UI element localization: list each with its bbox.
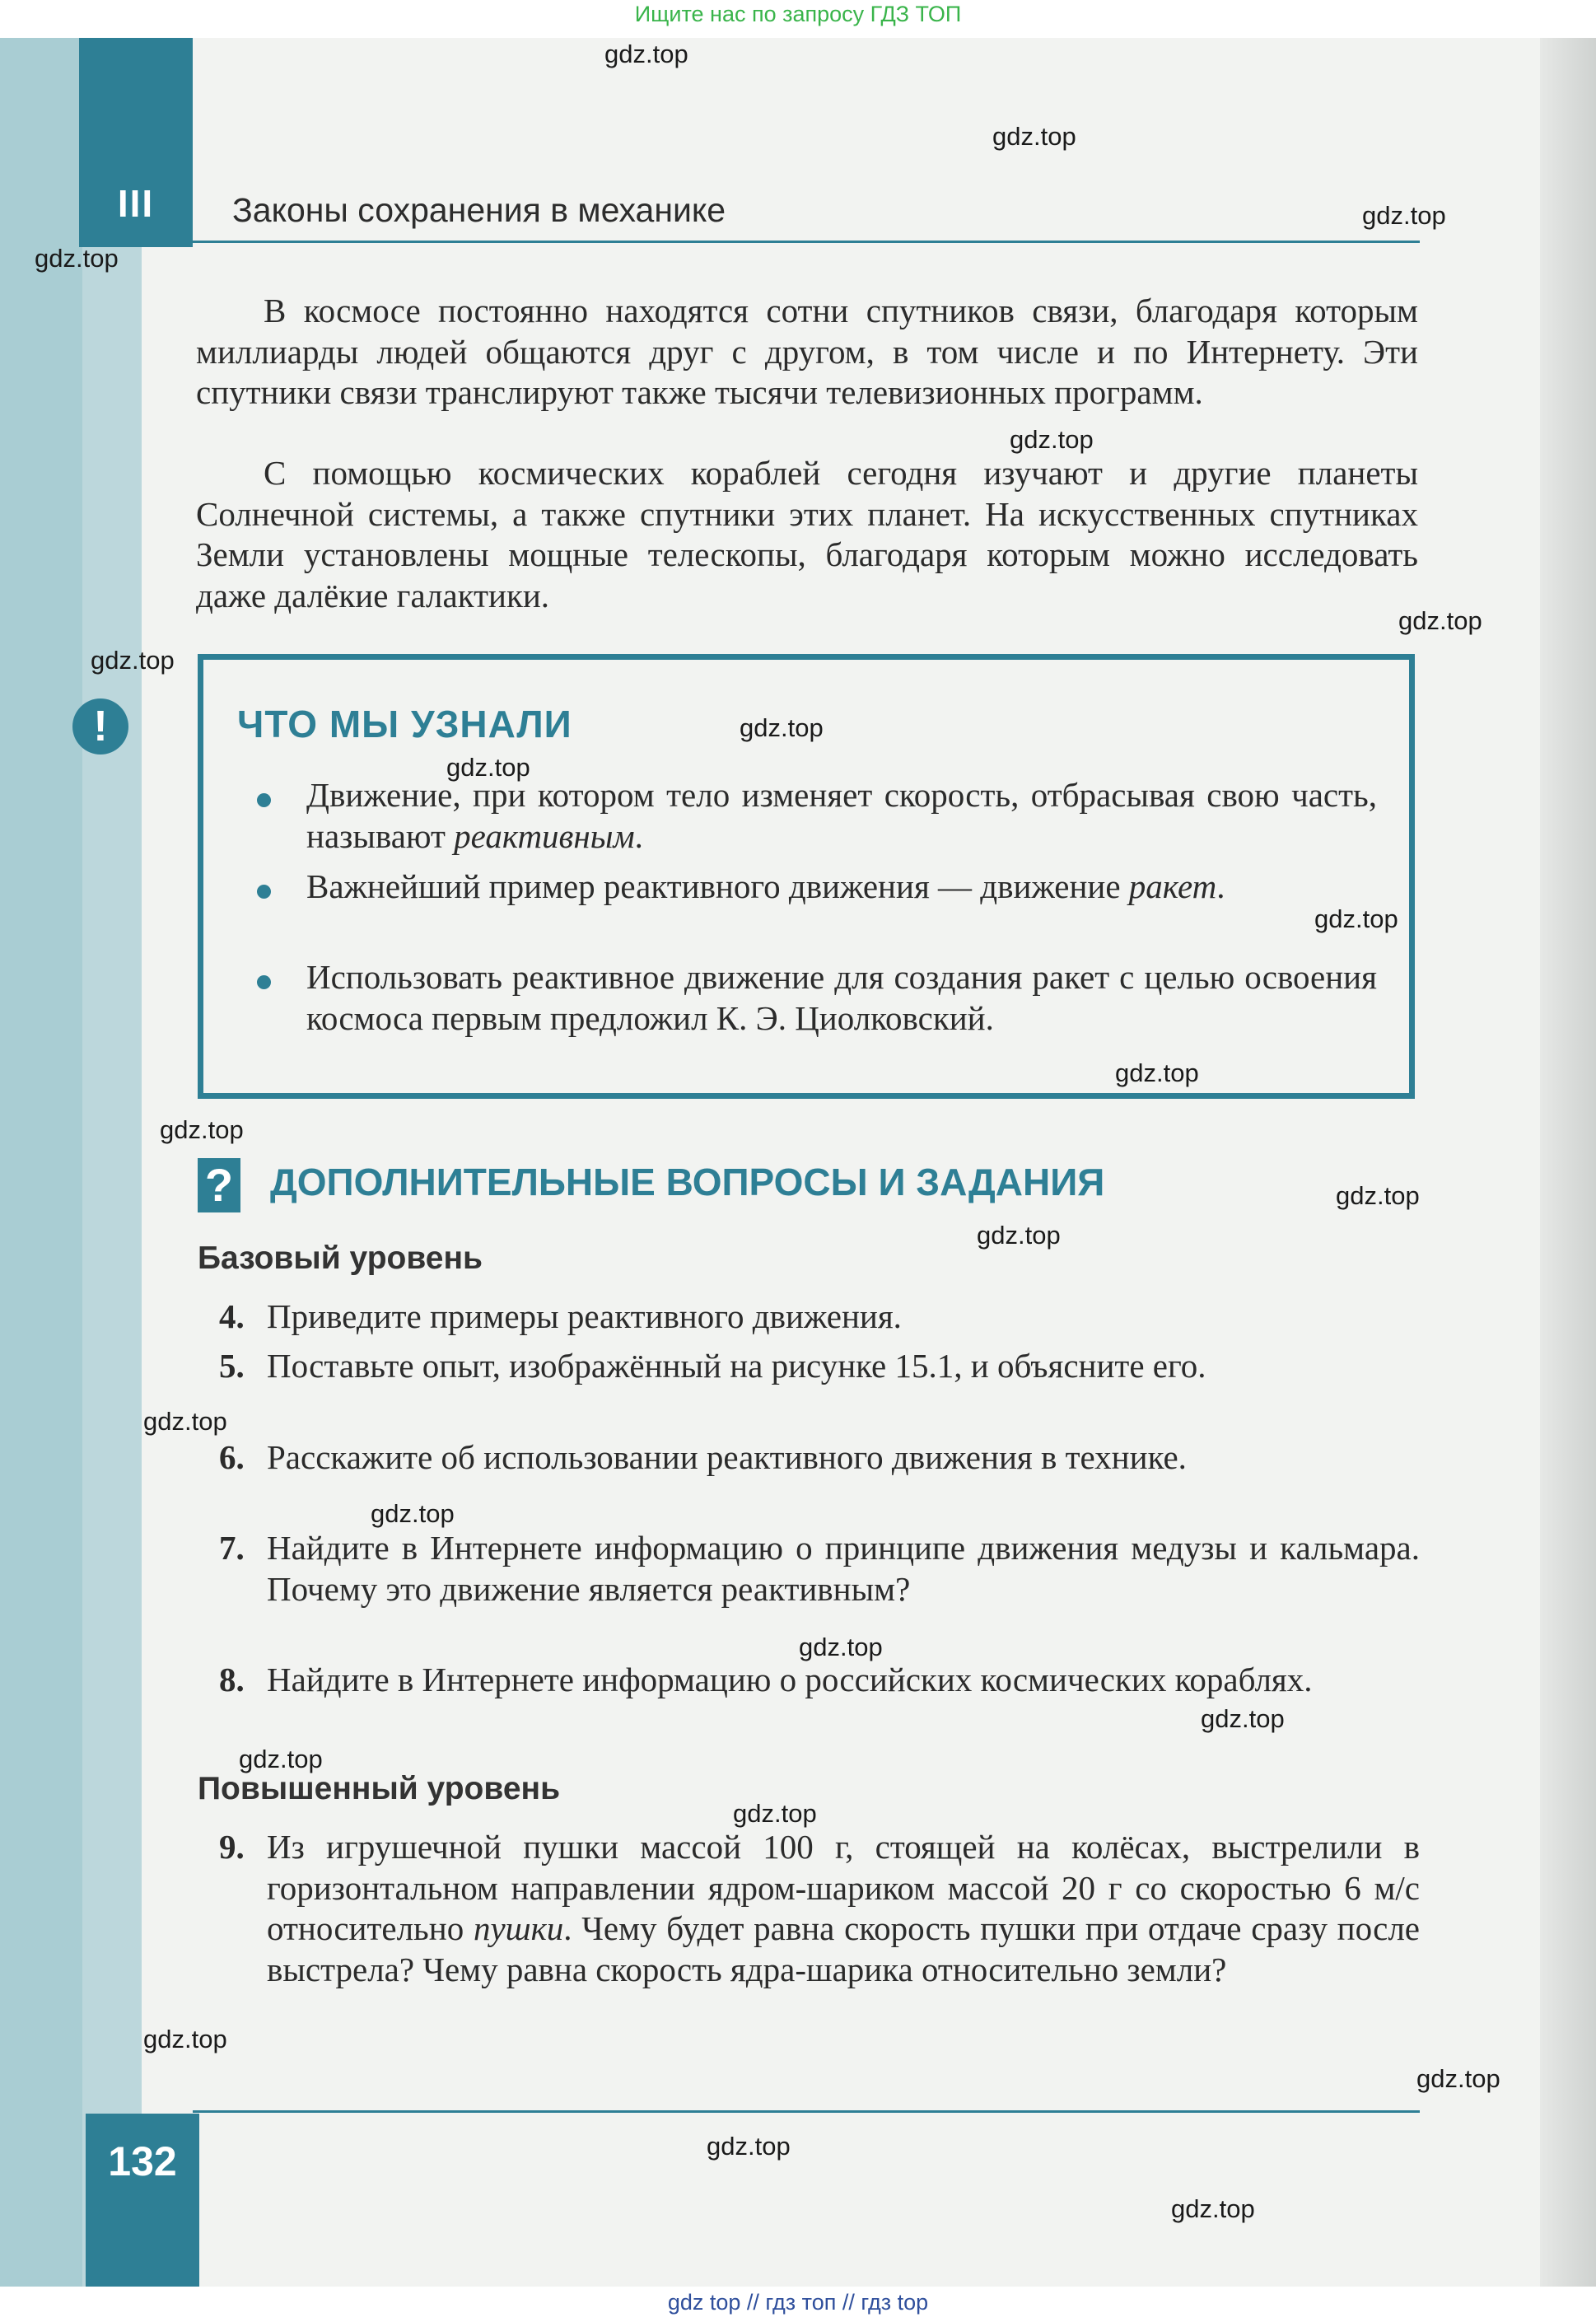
exclamation-icon: ! — [72, 698, 128, 755]
watermark: gdz.top — [1201, 1704, 1285, 1733]
watermark: gdz.top — [1010, 425, 1094, 454]
bullet-icon — [257, 793, 271, 807]
watermark: gdz.top — [239, 1745, 323, 1773]
task-item: 8. Найдите в Интернете информацию о российских космических кораблях. — [219, 1661, 1313, 1698]
watermark: gdz.top — [1398, 606, 1482, 635]
watermark: gdz.top — [1115, 1058, 1199, 1087]
summary-title: ЧТО МЫ УЗНАЛИ — [237, 703, 572, 745]
left-margin-edge — [0, 38, 82, 2287]
watermark: gdz.top — [992, 122, 1076, 151]
header-divider — [193, 241, 1420, 243]
bullet-icon — [257, 975, 271, 989]
bullet-icon — [257, 885, 271, 899]
summary-item: Использовать реактивное движение для создания ракет с целью освоения космоса первым предложил К. Э. Циолковский. — [306, 958, 1377, 1037]
top-banner[interactable]: Ищите нас по запросу ГДЗ ТОП — [634, 2, 962, 26]
task-item: 5. Поставьте опыт, изображённый на рисунке 15.1, и объясните его. — [219, 1347, 1206, 1385]
watermark: gdz.top — [1336, 1181, 1420, 1210]
watermark: gdz.top — [1171, 2194, 1255, 2223]
questions-title: ДОПОЛНИТЕЛЬНЫЕ ВОПРОСЫ И ЗАДАНИЯ — [270, 1161, 1105, 1203]
task-item: 7. Найдите в Интернете информацию о принципе движения медузы и кальмара. Почему это движение является реактивным? — [219, 1529, 1420, 1608]
chapter-title: Законы сохранения в механике — [232, 191, 726, 229]
footer-divider — [193, 2110, 1420, 2113]
page-number: 132 — [108, 2138, 177, 2184]
watermark: gdz.top — [446, 753, 530, 782]
watermark: gdz.top — [1362, 201, 1446, 230]
watermark: gdz.top — [35, 244, 119, 273]
watermark: gdz.top — [740, 713, 824, 742]
task-item: 6. Расскажите об использовании реактивного движения в технике. — [219, 1438, 1187, 1476]
summary-item: Важнейший пример реактивного движения — движение ракет. — [306, 867, 1225, 905]
bottom-banner[interactable]: gdz top // гдз топ // гдз top — [667, 2290, 929, 2315]
watermark: gdz.top — [143, 2025, 227, 2053]
watermark: gdz.top — [977, 1221, 1061, 1250]
watermark: gdz.top — [1314, 904, 1398, 933]
chapter-number: III — [117, 182, 155, 225]
watermark: gdz.top — [91, 646, 175, 675]
watermark: gdz.top — [733, 1799, 817, 1828]
summary-item: Движение, при котором тело изменяет скорость, отбрасывая свою часть, называют реактивным. — [306, 776, 1377, 855]
watermark: gdz.top — [707, 2132, 791, 2161]
question-mark-icon: ? — [198, 1158, 240, 1212]
watermark: gdz.top — [160, 1115, 244, 1144]
paragraph-satellites: В космосе постоянно находятся сотни спутников связи, благодаря которым миллиарды людей общаются друг с другом, в том числе и по Интернету. Эти спутники связи транслируют также тысячи телевизионных программ. — [196, 292, 1418, 411]
watermark: gdz.top — [143, 1407, 227, 1436]
basic-level-heading: Базовый уровень — [198, 1240, 483, 1276]
page-fold-shadow — [1540, 38, 1596, 2287]
task-item: 4. Приведите примеры реактивного движения. — [219, 1297, 902, 1335]
watermark: gdz.top — [799, 1633, 883, 1661]
watermark: gdz.top — [371, 1499, 455, 1528]
task-item: 9. Из игрушечной пушки массой 100 г, стоящей на колёсах, выстрелили в горизонтальном направлении ядром-шариком массой 20 г со скоростью 6 м/с относительно пушки. Чему будет равна скорость пушки при отдаче сразу после выстрела? Чему равна скорость ядра-шарика относительно земли? — [219, 1828, 1421, 1988]
watermark: gdz.top — [1416, 2064, 1500, 2093]
advanced-level-heading: Повышенный уровень — [198, 1771, 561, 1806]
paragraph-spacecraft: С помощью космических кораблей сегодня изучают и другие планеты Солнечной системы, а также спутники этих планет. На искусственных спутниках Земли установлены мощные телескопы, благодаря которым можно исследовать даже далёкие галактики. — [196, 454, 1418, 614]
watermark: gdz.top — [604, 40, 688, 68]
